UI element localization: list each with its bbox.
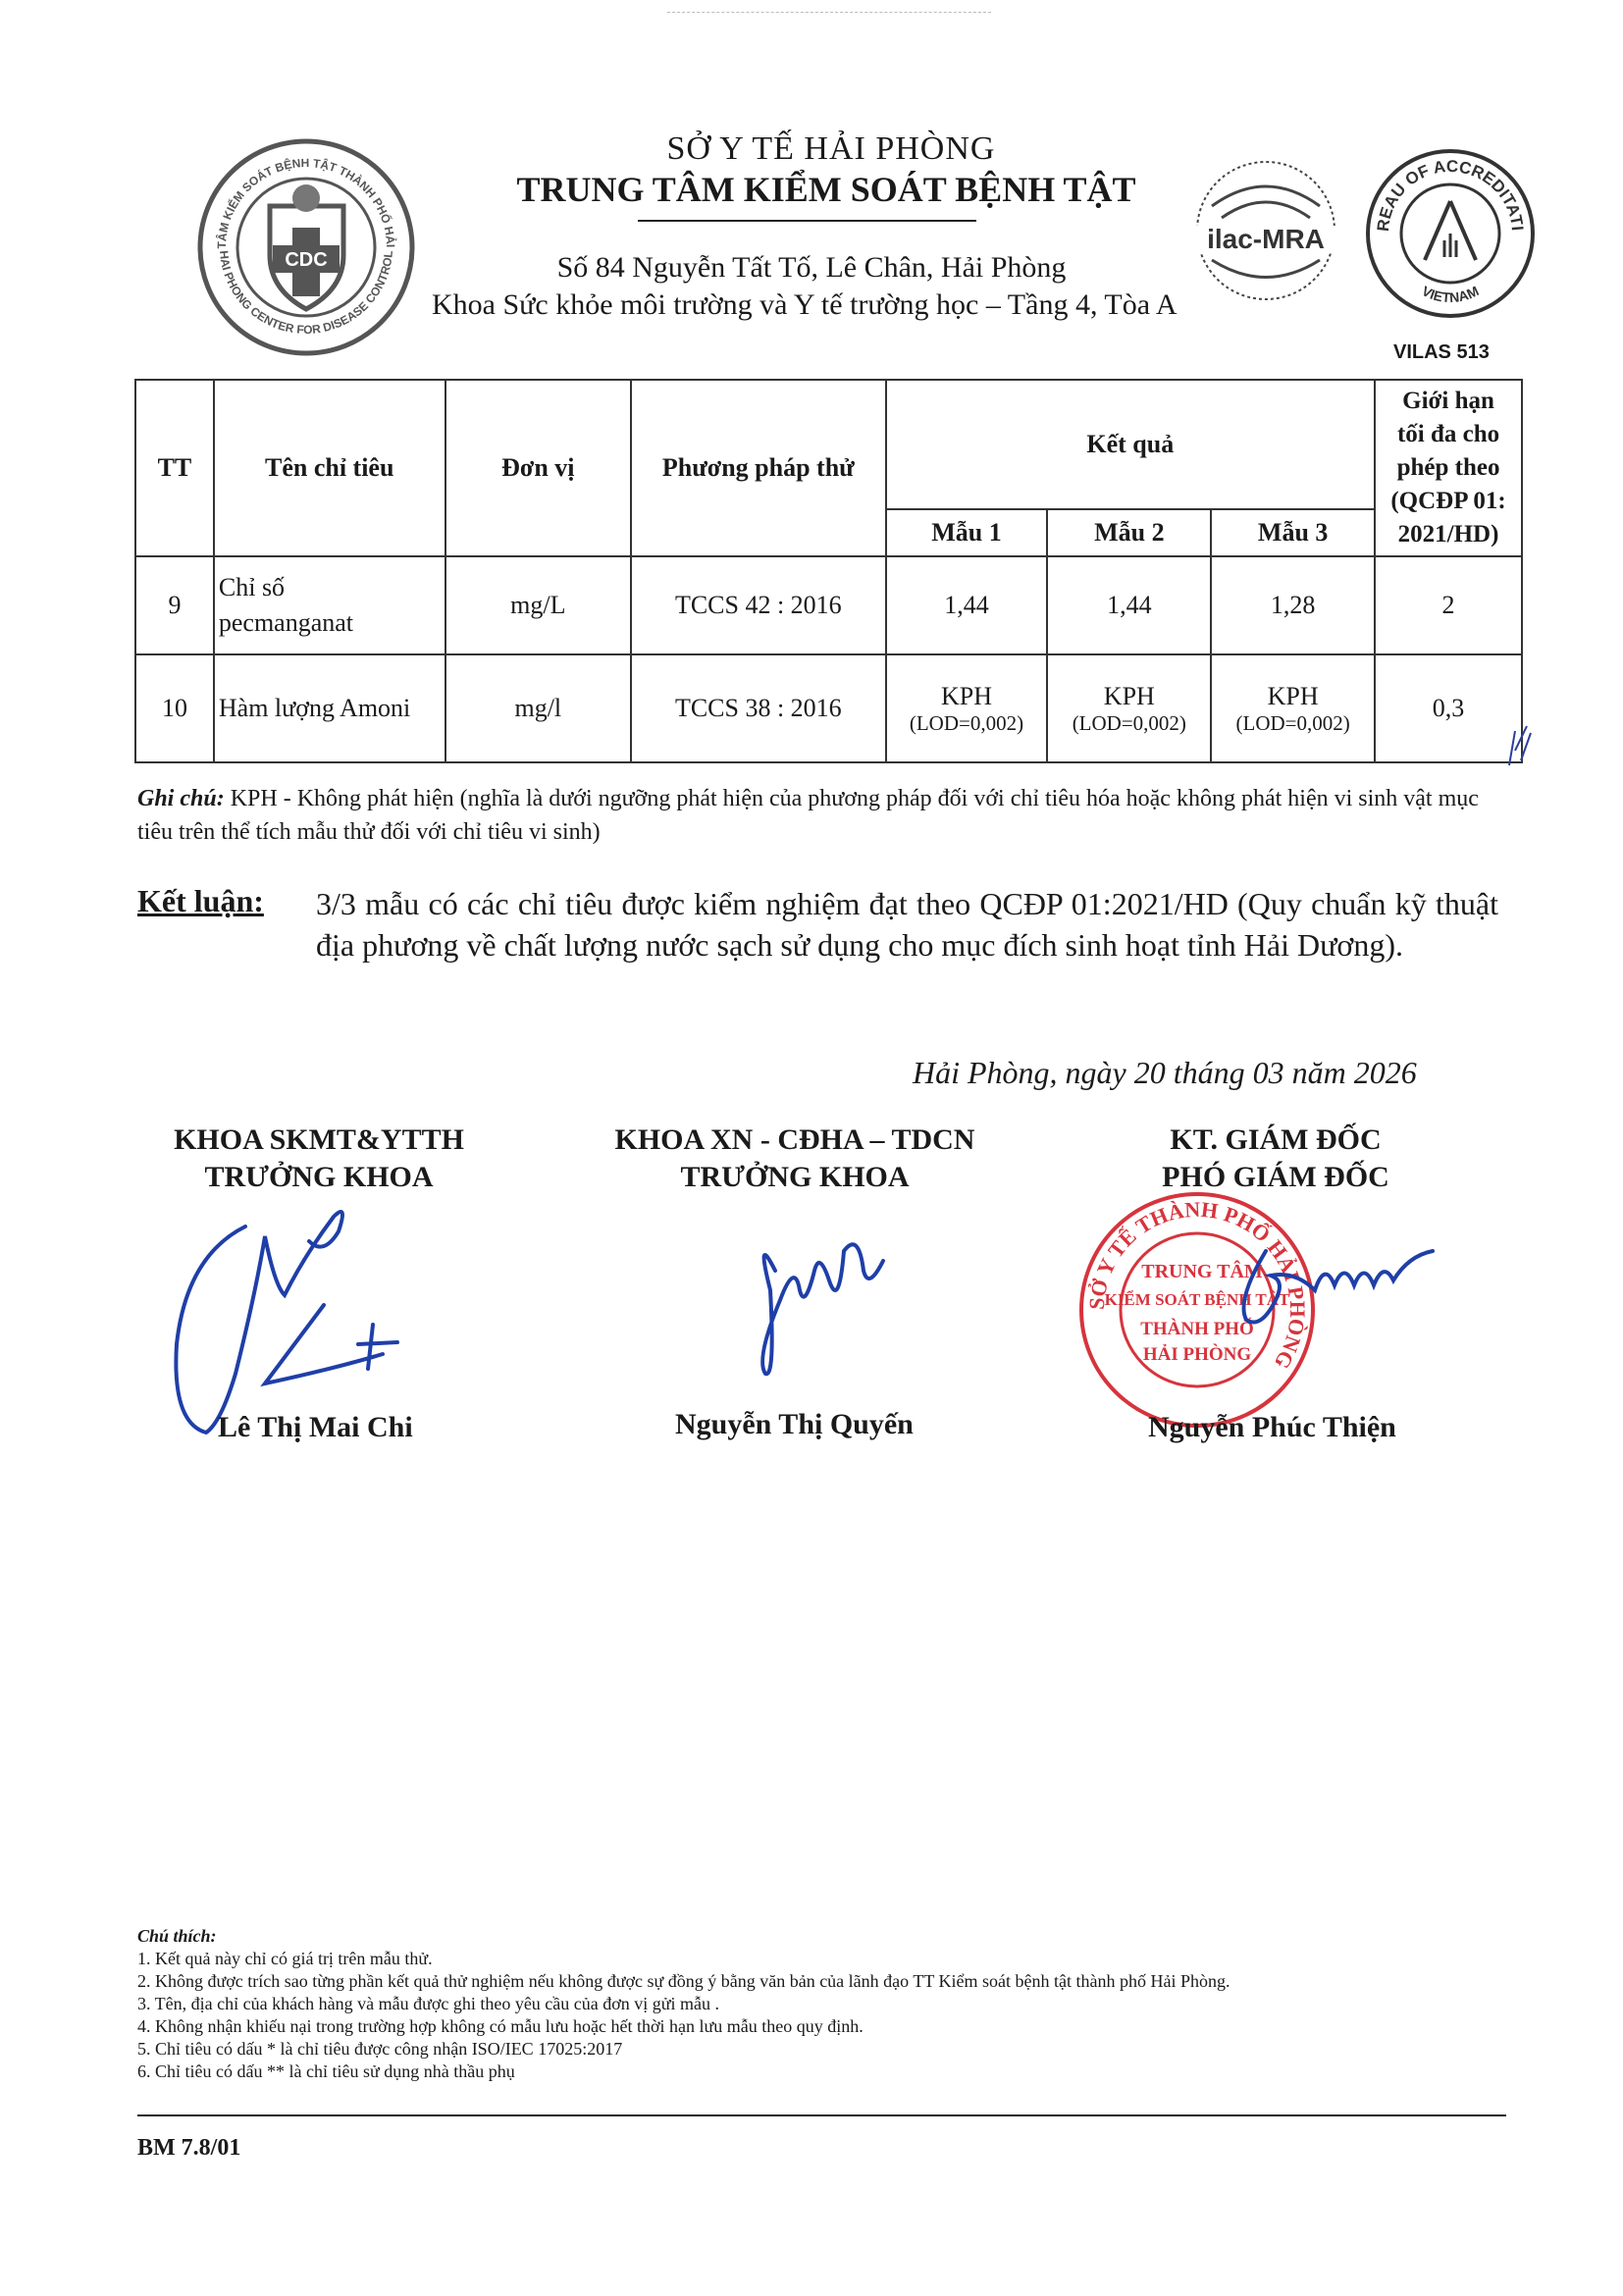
cell-limit: 2 — [1375, 556, 1522, 654]
form-code: BM 7.8/01 — [137, 2135, 241, 2161]
signature-block-2-title — [589, 1122, 1001, 1196]
footnote-item: 3. Tên, địa chỉ của khách hàng và mẫu được ghi theo yêu cầu của đơn vị gửi mẫu . — [137, 1994, 720, 2013]
cell-method: TCCS 38 : 2016 — [631, 654, 885, 762]
boa-logo — [1364, 147, 1536, 319]
header-divider — [638, 220, 976, 222]
signature-block-1-title — [147, 1122, 491, 1196]
signature-dept: KHOA XN - CĐHA – TDCN — [614, 1123, 975, 1156]
logo-ring-top-text: TÂM KIỂM SOÁT BỆNH TẬT THÀNH PHỐ HẢI — [214, 155, 398, 249]
cell-sample2: 1,44 — [1047, 556, 1211, 654]
footnote-item: 6. Chỉ tiêu có dấu ** là chỉ tiêu sử dụng nhà thầu phụ — [137, 2061, 515, 2081]
cell-name-line: Chỉ số — [218, 573, 286, 601]
footnotes — [137, 1925, 1511, 2083]
org-main: TRUNG TÂM KIỂM SOÁT BỆNH TẬT — [516, 170, 1136, 209]
stamp-line: THÀNH PHỐ — [1140, 1319, 1254, 1339]
cell-sample1 — [886, 654, 1048, 762]
conclusion-label: Kết luận: — [137, 883, 264, 918]
col-header-method: Phương pháp thử — [631, 380, 885, 556]
note-label: Ghi chú: — [137, 786, 225, 811]
department: Khoa Sức khỏe môi trường và Y tế trường học – Tầng 4, Tòa A — [432, 288, 1178, 321]
ilac-text: ilac-MRA — [1207, 224, 1325, 254]
footnote-item: 4. Không nhận khiếu nại trong trường hợp không có mẫu lưu hoặc hết thời hạn lưu mẫu theo quy định. — [137, 2016, 864, 2036]
col-header-sample1: Mẫu 1 — [886, 509, 1048, 556]
boa-ring-bottom-text: VIETNAM — [1419, 283, 1482, 306]
footnotes-title: Chú thích: — [137, 1926, 217, 1946]
svg-text:VIETNAM — [1420, 283, 1482, 305]
stamp-line: KIỂM SOÁT BỆNH TẬT — [1104, 1290, 1290, 1309]
logo-center-text: CDC — [285, 249, 328, 271]
ilac-mra-logo — [1182, 157, 1349, 304]
vilas-code: VILAS 513 — [1393, 341, 1490, 363]
cell-tt: 10 — [135, 654, 214, 762]
signature-role: PHÓ GIÁM ĐỐC — [1162, 1161, 1389, 1193]
boa-ring-top-text: REAU OF ACCREDITATI — [1373, 156, 1527, 233]
cell-tt: 9 — [135, 556, 214, 654]
scan-artifact — [667, 12, 991, 13]
signature-role: TRƯỞNG KHOA — [204, 1161, 434, 1193]
cell-value: KPH — [1267, 681, 1319, 710]
results-table — [134, 379, 1523, 763]
cell-value: KPH — [1103, 681, 1155, 710]
cell-sample3 — [1211, 654, 1375, 762]
col-header-limit — [1375, 380, 1522, 556]
signature-3 — [1217, 1231, 1442, 1344]
initial-mark — [1501, 721, 1536, 775]
cell-sample2 — [1047, 654, 1211, 762]
signature-role: TRƯỞNG KHOA — [680, 1161, 910, 1193]
cell-name — [214, 556, 445, 654]
footnote-item: 1. Kết quả này chỉ có giá trị trên mẫu thử. — [137, 1949, 433, 1968]
signature-block-3-title — [1119, 1122, 1433, 1196]
cell-value: KPH — [940, 681, 992, 710]
logo-ring-bottom-text: HAI PHONG CENTER FOR DISEASE CONTROL — [216, 249, 395, 338]
cell-unit: mg/l — [445, 654, 632, 762]
col-header-sample3: Mẫu 3 — [1211, 509, 1375, 556]
stamp-line: HẢI PHÒNG — [1142, 1344, 1252, 1365]
cell-unit: mg/L — [445, 556, 632, 654]
col-header-tt: TT — [135, 380, 214, 556]
signature-dept: KT. GIÁM ĐỐC — [1170, 1123, 1382, 1156]
cell-lod: (LOD=0,002) — [909, 710, 1024, 735]
table-row — [135, 654, 1522, 762]
conclusion-text: 3/3 mẫu có các chỉ tiêu được kiểm nghiệm đạt theo QCĐP 01:2021/HD (Quy chuẩn kỹ thuật địa phương về chất lượng nước sạch sử dụng cho mục đích sinh hoạt tỉnh Hải Dương). — [316, 886, 1498, 963]
signature-2 — [746, 1212, 893, 1393]
table-row — [135, 556, 1522, 654]
col-header-result: Kết quả — [886, 380, 1376, 509]
note-text: KPH - Không phát hiện (nghĩa là dưới ngưỡng phát hiện của phương pháp đối với chỉ tiêu hóa hoặc không phát hiện vi sinh vật mục tiêu trên thể tích mẫu thử đối với chỉ tiêu vi sinh) — [137, 786, 1479, 845]
footer-divider — [137, 2114, 1506, 2116]
limit-line: (QCĐP 01: — [1390, 488, 1506, 514]
address: Số 84 Nguyễn Tất Tố, Lê Chân, Hải Phòng — [556, 251, 1067, 284]
cell-name-line: pecmanganat — [218, 608, 354, 637]
table-note — [137, 782, 1511, 849]
cell-method: TCCS 42 : 2016 — [631, 556, 885, 654]
signer-name-3: Nguyễn Phúc Thiện — [1148, 1411, 1396, 1443]
signer-name-2: Nguyễn Thị Quyến — [675, 1408, 914, 1440]
signature-dept: KHOA SKMT&YTTH — [174, 1123, 464, 1156]
col-header-name: Tên chỉ tiêu — [214, 380, 445, 556]
cell-name: Hàm lượng Amoni — [214, 654, 445, 762]
cell-sample3: 1,28 — [1211, 556, 1375, 654]
limit-line: phép theo — [1396, 454, 1500, 481]
org-top: SỞ Y TẾ HẢI PHÒNG — [666, 130, 996, 167]
cell-lod: (LOD=0,002) — [1072, 710, 1186, 735]
footnote-item: 2. Không được trích sao từng phần kết quả thử nghiệm nếu không được sự đồng ý bằng văn bản của lãnh đạo TT Kiểm soát bệnh tật thành phố Hải Phòng. — [137, 1971, 1230, 1991]
svg-text:BUREAU OF ACCREDITATION — [1364, 147, 1527, 233]
limit-line: tối đa cho — [1396, 421, 1500, 447]
col-header-unit: Đơn vị — [445, 380, 632, 556]
footnote-item: 5. Chỉ tiêu có dấu * là chỉ tiêu được công nhận ISO/IEC 17025:2017 — [137, 2039, 623, 2059]
issue-date: Hải Phòng, ngày 20 tháng 03 năm 2026 — [913, 1055, 1417, 1090]
col-header-sample2: Mẫu 2 — [1047, 509, 1211, 556]
stamp-ring-text: SỞ Y TẾ THÀNH PHỐ HẢI PHÒNG — [1083, 1196, 1311, 1374]
limit-line: 2021/HD) — [1397, 521, 1499, 548]
limit-line: Giới hạn — [1402, 388, 1494, 414]
cell-limit: 0,3 — [1375, 654, 1522, 762]
signer-name-1: Lê Thị Mai Chi — [218, 1411, 413, 1443]
stamp-line: TRUNG TÂM — [1141, 1261, 1263, 1282]
cell-lod: (LOD=0,002) — [1235, 710, 1350, 735]
cell-sample1: 1,44 — [886, 556, 1048, 654]
